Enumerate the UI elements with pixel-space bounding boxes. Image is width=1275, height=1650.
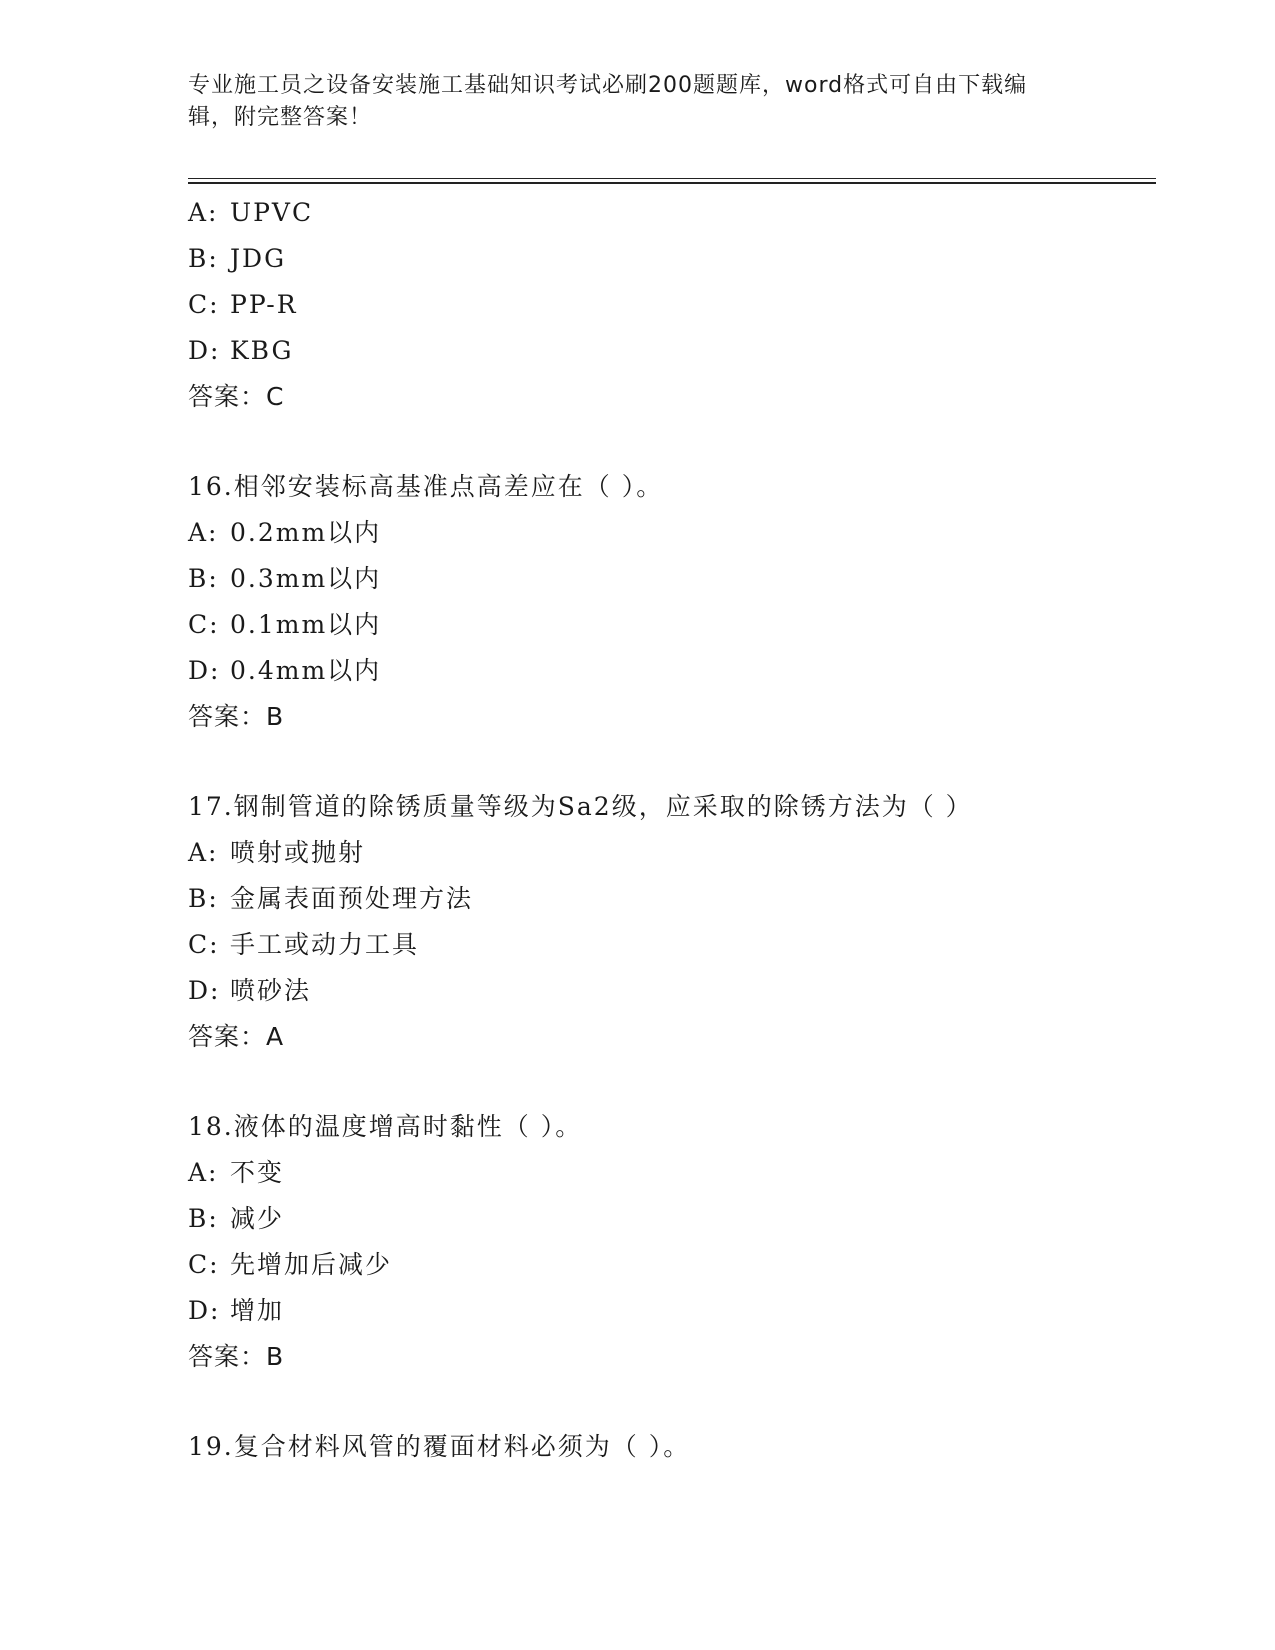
document-title: 专业施工员之设备安装施工基础知识考试必刷200题题库，word格式可自由下载编辑，附完整答案！	[188, 73, 1028, 130]
question-block	[188, 1424, 1156, 1470]
option-row	[188, 236, 1156, 282]
question-text: 16.相邻安装标高基准点高差应在（ ）。	[188, 472, 664, 501]
header-divider	[188, 178, 1156, 184]
question-block	[188, 464, 1156, 740]
answer-line: 答案：C	[188, 382, 285, 411]
option-text: 手工或动力工具	[230, 930, 420, 959]
question-text: 18.液体的温度增高时黏性（ ）。	[188, 1112, 583, 1141]
option-prefix: C:	[188, 290, 220, 319]
option-row	[188, 1242, 1156, 1288]
option-row	[188, 876, 1156, 922]
option-text: JDG	[230, 244, 287, 273]
option-text: 先增加后减少	[230, 1250, 393, 1279]
option-row	[188, 556, 1156, 602]
option-row	[188, 1150, 1156, 1196]
question-list	[188, 190, 1156, 1470]
option-prefix: C:	[188, 610, 220, 639]
option-prefix: D:	[188, 336, 221, 365]
option-text: 喷射或抛射	[230, 838, 366, 867]
option-text: 金属表面预处理方法	[230, 884, 474, 913]
option-row	[188, 648, 1156, 694]
block-spacer	[188, 1060, 1156, 1104]
option-prefix: C:	[188, 930, 220, 959]
option-text: 不变	[230, 1158, 285, 1187]
option-prefix: B:	[188, 564, 219, 593]
option-row	[188, 922, 1156, 968]
option-row	[188, 190, 1156, 236]
option-prefix: B:	[188, 1204, 219, 1233]
option-text: 0.4mm以内	[230, 656, 382, 685]
question-block	[188, 784, 1156, 1060]
header-divider-line-bottom	[188, 182, 1156, 184]
option-text: 增加	[230, 1296, 285, 1325]
option-prefix: B:	[188, 244, 219, 273]
option-row	[188, 1196, 1156, 1242]
option-prefix: A:	[188, 838, 219, 867]
option-prefix: D:	[188, 1296, 221, 1325]
answer-line: 答案：B	[188, 1342, 285, 1371]
question-block	[188, 1104, 1156, 1380]
option-text: PP-R	[230, 290, 298, 319]
option-text: 0.2mm以内	[230, 518, 382, 547]
answer-line: 答案：B	[188, 702, 285, 731]
option-prefix: A:	[188, 198, 219, 227]
option-prefix: C:	[188, 1250, 220, 1279]
question-text: 19.复合材料风管的覆面材料必须为（ ）。	[188, 1432, 691, 1461]
option-prefix: A:	[188, 1158, 219, 1187]
block-spacer	[188, 420, 1156, 464]
option-text: KBG	[230, 336, 294, 365]
option-row	[188, 968, 1156, 1014]
option-text: 0.1mm以内	[230, 610, 382, 639]
option-text: UPVC	[230, 198, 314, 227]
option-text: 0.3mm以内	[230, 564, 382, 593]
question-block	[188, 190, 1156, 420]
question-text: 17.钢制管道的除锈质量等级为Sa2级，应采取的除锈方法为（ ）	[188, 792, 973, 821]
option-row	[188, 328, 1156, 374]
option-row	[188, 830, 1156, 876]
option-text: 减少	[230, 1204, 285, 1233]
option-prefix: B:	[188, 884, 219, 913]
option-row	[188, 282, 1156, 328]
option-row	[188, 1288, 1156, 1334]
answer-line: 答案：A	[188, 1022, 285, 1051]
option-row	[188, 510, 1156, 556]
block-spacer	[188, 1380, 1156, 1424]
option-prefix: D:	[188, 976, 221, 1005]
header-divider-line-top	[188, 178, 1156, 179]
option-prefix: D:	[188, 656, 221, 685]
option-prefix: A:	[188, 518, 219, 547]
block-spacer	[188, 740, 1156, 784]
option-row	[188, 602, 1156, 648]
option-text: 喷砂法	[230, 976, 312, 1005]
